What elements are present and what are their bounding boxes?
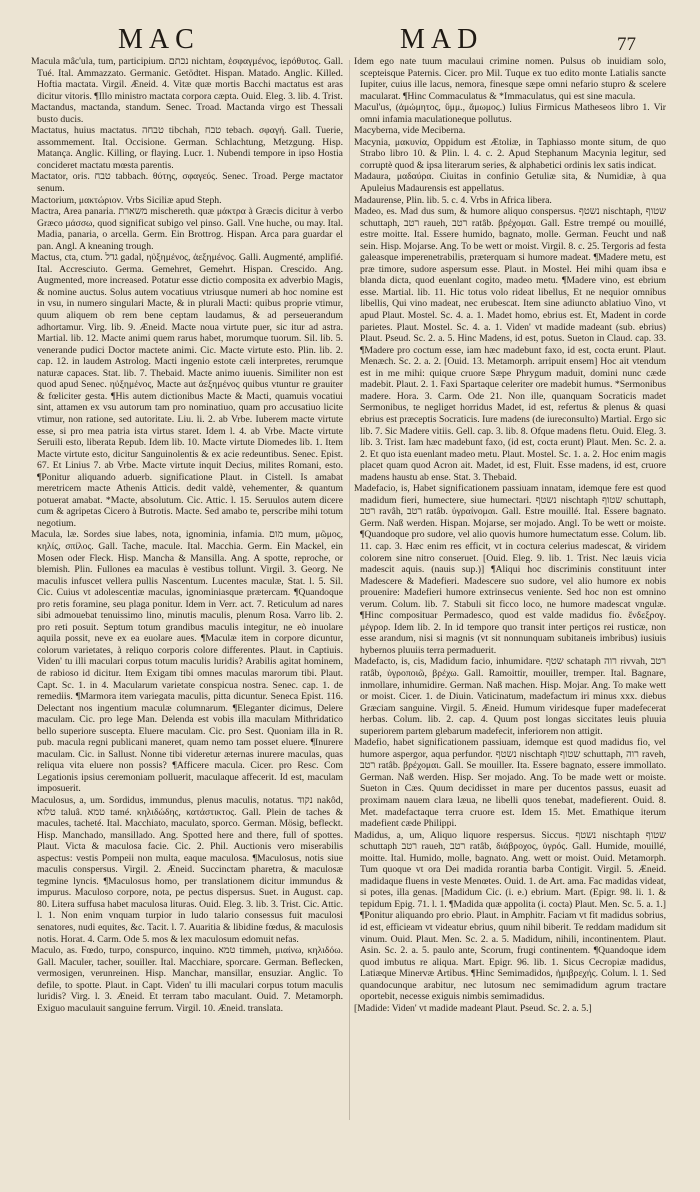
- right-column: [354, 56, 666, 1014]
- entry-madefacio: Madefacio, is, Habet significationem passiuam innatam, idemque fere est quod madidum fieri, humectere, siue humectari. נשטף nischtaph שטוף schuttaph, רטב ravâh, רטב ratâb. ὑγραίνομαι. Gall. Estre mouillé. Ital. Essere bagnato. Germ. Naß werden. Hispan. Mojarse, ser mojado. Angl. To be wett or moiste. ¶Quandoque pro sudore, vel alio quovis humore humectatum esse. Colum. lib. 11. cap. 3. Hæc enim res efficit, vt in coctura celerius madescat, & viridem colorem sine nitro conseruet. [Ouid. Eleg. 9. lib. 1. Trist. Nec læuis vicia madescit aquis. (nauis sup.)] ¶Aliqui hoc discriminis constituunt inter Madescere & Madefieri. Madescere suo sudore, vel alio humore ex nobis prouenire: Madefieri humore extrinsecus veniente. Sed hoc non est omnino verum. Colum. lib. 7. Stabuli sit ficco loco, ne humore madescat vngulæ. ¶Hinc composituar Permadesco, quod est valde madidus fio. ἔνδεξρογ. μέγρορ. Idem lib. 2. In id tempore quo transit inter pertiços rei rusticæ, non esse arandum, nisi si magnis (vt sit nonnunquam subitaneis imbribus) iusiuis hybernos pluuiis terra permaduerit.: [354, 483, 667, 656]
- entry-madefio: Madefio, habet significationem passiuam, idemque est quod madidus fio, vel humore aspergor, aqua perfundor. נשטף nischtaph שטוף schuttaph, רוה raveh, רטב ratâb. βρέχομαι. Gall. Se mouiller. Ita. Essere bagnato, essere immollato. German. Naß werden. Hisp. Ser mojado. Ang. To be made wett or moiste. Sueton in Cæs. Quum decidisset in mare per ducentos passus, euasit ad proximam nauem clara læua, ne libelli quos tenebat, madefierent. Ouid. 8. Met. madefactaque terra cruore est. Idem 15. Met. Emathique iterum madefient cæde Philippi.: [354, 737, 666, 830]
- entry-mactatus: Macula mâc'ula, tum, participium. נכתם nichtam, ἐσφαγμένος, ἱερόθυτος. Gall. Tué. Ital. Ammazzato. Germanic. Getödtet. Hispan. Matado. Anglic. Killed. Hoftia mactata. Virgil. Æneid. 4. Vitæ quæ mortis Bacchi mactatus est aras dicitur vitoris. ¶Illo ministro mactata corpora cæpta. Ouid. Eleg. 3. lib. 4. Trist.: [31, 56, 343, 102]
- entry-macyberna: Macyberna, vide Meciberna.: [354, 125, 466, 137]
- entry-maculus: Macul'us, (ἀμώμητος, ὕμμ., ἄμωμος.) Iulius Firmicus Matheseos libro 1. Vir omni infamia maculationeque pollutus.: [354, 102, 666, 125]
- entry-mactator: Mactator, oris. טבח tabbach. θύτης, σφαγεύς. Senec. Troad. Perge mactator senum.: [31, 171, 343, 195]
- entry-madide: [Madide: Viden' vt madide madeant Plaut. Pseud. Sc. 2. a. 5.]: [354, 1002, 592, 1014]
- entry-mactorium: Mactorium, μακτώριον. Vrbs Siciliæ apud Steph.: [31, 194, 222, 206]
- column-divider: [349, 60, 350, 1120]
- page-number: 77: [617, 34, 636, 55]
- entry-macynia: Macynia, μακυνία, Oppidum est Ætoliæ, in Taphiasso monte situm, de quo Strabo libro 10. & Plin. l. 4. c. 2. Apud Stephanum Macynia legitur, sed corruptè quod & ipsa literarum series, & alphabetici ordinis lex satis indicat.: [354, 136, 666, 171]
- entry-mactra: Mactra, Area panaria. משארת mischereth. quæ μάκτρα à Græcis dicitur à verbo Græco μάσσω, quod significat subigo vel pinso. Gall. Vne huche, ou may. Ital. Madia, panaria, o arcella. Germ. Ein Brottrog. Hispan. Arca para guardar el pan. Angl. A kneaning trough.: [31, 206, 343, 252]
- entry-madeo: Madeo, es. Mad dus sum, & humore aliquo conspersus. נשטף nischtaph, שטוף schuttaph, רטב raueh, רטב ratâb. βρέχομαι. Gall. Estre trempé ou mouillé, estre moitte. Ital. Essere humido, bagnato, molle. German. Feucht und naß sein. Hisp. Mojarse. Ang. To be wett or moist. Virgil. 8. c. 25. Tergoris ad festa galeasque imperenetrabilis, præterquam si humore madeat. ¶Madere metu, est præ timore, sudore aspersum esse. Plaut. in Mostel. Hei mihi quam ibsa e blanda dicta, quod euenlant cogito, madeo metu. ¶Madere vino, est ebrium esse. Martial. lib. 11. Hic totus volo rideat libellus, Et ne nequior omnibus libellis, Qui vino madeat, nec erubescat. Item sine adiuncto ablatiuo Vino, vt apud Plaut. Mostel. Sc. 4. a. 1. Madet homo, ebrius est. Et, Madent in corde parietes. Plaut. Mostel. Sc. 4. a. 1. Viden' vt madide madeant (sub. ebrius) Plaut. Pseud. Sc. 2. a. 5. Hinc Madens, id est, potus. Sueton in Claud. cap. 33. ¶Madere pro coctum esse, iam hæc madebunt faxo, id est, cocta erunt. Plaut. Menæch. Sc. 2. a. 2. [Ouid. 13. Metamorph. arripuit ensem] Hoc ait vtendum est in me mihi: quique cruore Sæpe Phrygum maduit, domini nunc cæde madebit. Plaut. 2. 1. Faxi Spartaque celeriter ore madebit humus. *Sermonibus madere. Hora. 3. Carm. Ode 21. Non ille, quanquam Socraticis madet Sermonibus, te negliget horridus Madet, id est, refertus & plenus & quasi ebrius est præceptis Socraticis. Iure madens (de iureconsulto) Martial. Ergo sic lib. 7. Sic Madere vitiis. Gell. cap. 3. lib. 8. Ofque madens fletu. Ouid. Eleg. 3. lib. 3. Trist. Iam hæc madebunt faxo, (id est, cocta erunt) Plaut. Men. Sc. 2. a. 2. Et quo ista euenlant madeo metu. Plaut. Mostel. Sc. 1. a. 2. Hoc enim magis placet quam quod Acron ait. Madet, id est, Fluit. Esse madens, id est, cruore madens haustu ab ense. Stat. 3. Thebaid.: [354, 206, 666, 483]
- entry-mactatus-huius: Mactatus, huius mactatus. טבחה tibchah, טבח tebach. σφαγή. Gall. Tuerie, assommement. Ital. Occisione. German. Schlachtung, Metzgung. Hisp. Matança. Anglic. Killing, or flaying. Lucr. 1. Nubendi tempore in ipso Hostia concideret mactatu mœsta parentis.: [31, 125, 344, 171]
- entry-maculosus: Maculosus, a, um. Sordidus, immundus, plenus maculis, notatus. נקוד nakôd, טלוא taluâ. טמא tamé. κηλιδώδης, κατάστικτος. Gall. Plein de taches & macules, tacheté. Ital. Macchiato, maculato, sporco. German. Mösig, befleckt. Hisp. Manchado, mansillado. Ang. Spotted here and there, full of spottes. Plaut. Victa & maculosa facie. Cic. 2. Phil. Auctionis vero miserabilis aspectus: vestis Pompeii non multa, eaque maculosa. ¶Maculosus, notis siue maculis conspersus. Virgil. 2. Æneid. Succinctam pharetra, & maculosæ tegmine lyncis. ¶Maculosus homo, per translationem dicitur immundus & impurus. Maculoso corpore, nota, pe pectus dispersus. Suet. in August. cap. 80. Litera suffusa habet maculosa lituras. Ouid. Eleg. 3. lib. 3. Trist. Cic. Attic. l. 1. Non enim vnquam turpior in ludo talario consessus fuit maculosi senatores, nudi equites, &c. Tacit. l. 7. Auaritia & libidine fœdus, & maculosis notis. Horat. 4. Carm. Ode 5. mos & lex maculosum edomuit nefas.: [31, 795, 343, 945]
- entry-madaurense: Madaurense, Plin. lib. 5. c. 4. Vrbs in Africa libera.: [354, 194, 552, 206]
- entry-macula: Macula, læ. Sordes siue labes, nota, ignominia, infamia. מום mum, μῶμος, κηλίς, σπίλος. Gall. Tache, macule. Ital. Macchia. Germ. Ein Mackel, ein Mosen oder Fleck. Hisp. Mancha & Mansilla. Ang. A spotte, reproche, or blemish. Plin. Fullones ea maculas è vestibus tollunt. Virgil. 3. Georg. Ne maculis infuscet vellera pullis Nascentum. Lucentes maculæ, Stat. l. 5. Sil. Cic. Cuius vt adolescentiæ maculas, ignominiasque prætercam. ¶Quandoque pro retis foramine, seu plaga ponitur. Idem in Verr. act. 7. Reticulum ad nares sibi admouebat tenuissimo lino, minutis maculis, plenum Rosa. Varro lib. 2. pro reti posuit. Septum totum grandibus maculis integitur, ne eò inuolare aquila possit, neve ex ea euolare aues. ¶Maculæ item in corpore dicuntur, colorum varietates, à reliquo corporis colore differentes. Plaut. in Captiuis. Viden' tu illi maculari corpus totum maculis luridis? Arabilis agitat hominem, de rabioso id dicitur. Item Exigam tibi omnes maculas marorum tibi. Plaut. Capt. Sc. 1. in 4. Macularum varietate conspicua nostra. Senec. cap. 1. de remediis. ¶Marmora item variegata maculis, pitta dicuntur. Seneca Epist. 116. Delectant nos ingentium maculæ columnarum. ¶Eleganter dicimus, Delere maculam. Cic. pro lege Man. Delenda est vobis illa maculam Mithridatico bello superiore suscepta. Eluere maculam. Cic. pro Sest. Quoniam illa in R. pub. macula regni publicani maneret, quam nemo tam posset eluere. ¶Inurere maculam. Cic. in Sallust. Nonne tibi videretur æternas inurere maculas, quas reliqua vita eluere non possis? ¶Afficere macula. Cicer. pro Resc. Com Legationis ipsius ceremoniam polluerit, maculaque affecerit. Id est, maculam imposuerit.: [31, 529, 343, 795]
- entry-madefacto: Madefacto, is, cis, Madidum facio, inhumidare. שטף schataph רוה rivvah, רטב ratâb, ὑγροποιῶ, βρέχω. Gall. Ramoittir, mouiller, tremper. Ital. Bagnare, inmollare, inhumidire. German. Naß machen. Hisp. Mojar. Ang. To make wett or moist. Cicer. 1. de Diuin. Vaticinatum, madefactum iri minus xxx. diebus Græciam sanguine. Virgil. 5. Æneid. Humum viridesque fuper madefecerat herbas. Colum. lib. 2. cap. 4. Quum post longas siccitates leuis pluuia superiorem partem glebarum madefecit, inferiorem non attigit.: [354, 656, 666, 737]
- running-head-left: MAC: [118, 24, 200, 55]
- entry-madaura: Madaura, μαδαύρα. Ciuitas in confinio Getuliæ sita, & Numidiæ, à qua Apuleius Madaurensis est appellatus.: [354, 171, 666, 195]
- running-head-right: MAD: [400, 24, 484, 55]
- entry-mactus: Mactus, cta, ctum. גדל gadal, ηὐξημένος, ἀεξημένος. Galli. Augmenté, amplifié. Ital. Accresciuto. Germa. Gemehret, Gemehrt. Hispan. Crescido. Ang. Augmented, more increased. Potatur esse dictio composita ex adverbio Magis, & nomine auctus. Solus autem vocatiuus vtriusque numeri ab hoc nomine est in vsu, in numero singulari Macte, & in plurali Macti: quibus proprie vtimur, quum aliquem ob rem bene ceptam laudamus, & ad perseuerandum adhortamur. Virg. lib. 9. Æneid. Macte noua virtute puer, sic itur ad astra. Martial. lib. 12. Macte animi quem rarus habet, morumque tuorum. Sil. lib. 5. venerande pudici Doctor mactete animi. Cic. Macte virtute esto. Plin. lib. 2. cap. 12. in laudem Astrolog. Macti ingenio estote cæli interpretes, rerumque naturæ capaces. Stat. lib. 7. Thebaid. Macte animo iuuenis. Similiter non est quod apud Senec. ηὐξημένος, Macte aut ἀεξημένος quibus vtuntur re grauiter & fœliciter gesta. ¶His autem dictionibus Macte & Macti, quamuis vocatiui sint, attamen ex vsu autorum tam pro nominatiuo, quam pro accusatiuo licite vtimur, non ratione, sed autoritate. Liu. li. 2. ab Vrbe. Iuberem macte virtute esse, si pro mea patria ista virtus staret. Idem l. 4. ab Vrbe. Macte virtute Seruili esto, liberata Repub. Idem lib. 10. Macte virtute Diomedes lib. 1. Item Macte virtute esto, dicitur Sanguinolentis & ex acie redeuntibus. Senec. Epist. 67. Et Linius 7. ab Vrbe. Macte virtute inquit Decius, milites Romani, esto. ¶Ponitur aliquando aduerb. significatione Plaut. in Cistell. Is amabat meretricem macte Athenis Atticis. dedit valdè, vehementer, & quantum potuerat amabat. *Macte, absolutum. Cic. Attic. l. 15. Seruulos autem dicere cum & agripetas Cicero à Butrotis. Macte. Sed amabo te, perscribe mihi totum negotium.: [31, 252, 343, 529]
- left-column: [31, 56, 343, 1014]
- entry-maculo-cont: Idem ego nate tuum maculaui crimine nomen. Pulsus ob inuidiam solo, scepteisque Paternis. Cicer. pro Mil. Tuque ex tuo edito monte Latialis sancte Iupiter, cuius ille lacus, nemora, finesque sæpe omni nefario stupro & scelere macularat. ¶Hinc Commaculatus & *Immaculatus, qui est sine macula.: [354, 56, 666, 102]
- entry-madidus: Madidus, a, um, Aliquo liquore respersus. Siccus. נשטף nischtaph שטוף schuttaph רטב raueh, רטב ratâb, διάβροχος, ὑγρός. Gall. Humide, mouillé, moitte. Ital. Humido, molle, bagnato. Ang. wett or moist. Ouid. Metamorph. Tum quoque vt ora Dei madida rorantia barba Contigit. Virgil. 5. Æneid. madidaque fluens in veste Menœtes. Ouid. 1. de Art. ama. Fac madidas videat, si potes, illa genas. [Madidum Cic. (i. e.) ebrium. Mart. (Epigr. 98. li. 1. & tepidum Epig. 71. l. 1. ¶Madida quæ appolita (i. cocta) Plaut. Men. Sc. 5. a. 1.] ¶Ponitur aliquando pro ebrio. Plaut. in Amphitr. Faciam vt fit madidus sobrius, id est, efficieam vt videatur ebrius, quum nihil biberit. Te reddam madidum sit vinum. Ouid. Plaut. Men. Sc. 2. a. 5. Madidum, nihili, incontinentem. Plaut. Asin. Sc. 2. a. 5. paulo ante, Scorum, frugi continentem. ¶Quandoque idem quod imbutus re aliqua. Mart. Epigr. 96. lib. 1. Sicus Cecropiæ madidus, Latiæque Minervæ Artibus. ¶Hinc Semimadidos, ἡμιβρεχής. Colum. l. 1. Sed quandocunque arabitur, nec lutosum nec semimadidum agrum tractare oportebit, necesse exiguis nimbis semimadidus.: [354, 829, 667, 1003]
- entry-maculo: Maculo, as. Fœdo, turpo, conspurco, inquino. טמא timmeh, μιαίνω, κηλιδόω. Gall. Maculer, tacher, souiller. Ital. Macchiare, sporcare. German. Beflecken, vermosigen, verunreinen. Hisp. Manchar, mansillar, ensuziar. Anglic. To defile, to spotte. Plaut. in Capt. Viden' tu illi maculari corpus totum maculis luridis? Virg. l. 3. Æneid. Et terram tabo maculant. Ouid. 7. Metamorph. Exiguo maculauit sanguine ferrum. Virgil. 10. Æneid. translata.: [31, 945, 343, 1014]
- entry-mactandus: Mactandus, mactanda, standum. Senec. Troad. Mactanda virgo est Thessali busto ducis.: [31, 102, 343, 125]
